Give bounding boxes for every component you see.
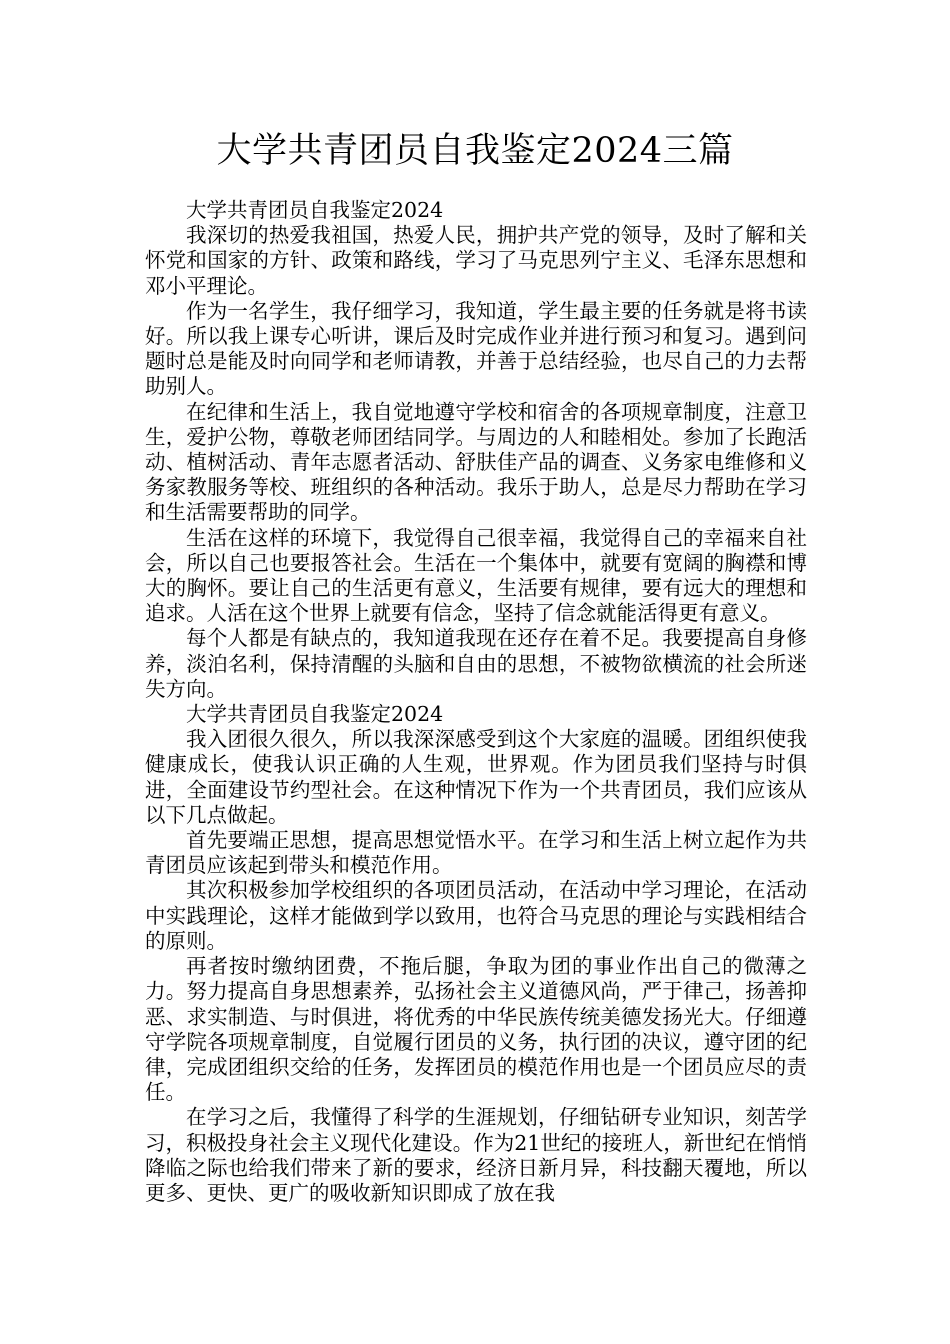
paragraph: 作为一名学生，我仔细学习，我知道，学生最主要的任务就是将书读好。所以我上课专心听讲，课后及时完成作业并进行预习和复习。遇到问题时总是能及时向同学和老师请教，并善于总结经验，也尽自己的力去帮助别人。 [145,298,807,399]
paragraph: 首先要端正思想，提高思想觉悟水平。在学习和生活上树立起作为共青团员应该起到带头和模范作用。 [145,828,807,878]
section-heading-2: 大学共青团员自我鉴定2024 [186,702,444,727]
paragraph: 在纪律和生活上，我自觉地遵守学校和宿舍的各项规章制度，注意卫生，爱护公物，尊敬老师团结同学。与周边的人和睦相处。参加了长跑活动、植树活动、青年志愿者活动、舒肤佳产品的调查、义务家电维修和义务家教服务等校、班组织的各种活动。我乐于助人，总是尽力帮助在学习和生活需要帮助的同学。 [145,399,807,525]
paragraph: 其次积极参加学校组织的各项团员活动，在活动中学习理论，在活动中实践理论，这样才能做到学以致用，也符合马克思的理论与实践相结合的原则。 [145,878,807,953]
paragraph: 生活在这样的环境下，我觉得自己很幸福，我觉得自己的幸福来自社会，所以自己也要报答社会。生活在一个集体中，就要有宽阔的胸襟和博大的胸怀。要让自己的生活更有意义，生活要有规律，要有远大的理想和追求。人活在这个世界上就要有信念，坚持了信念就能活得更有意义。 [145,525,807,626]
paragraph: 每个人都是有缺点的，我知道我现在还存在着不足。我要提高自身修养，淡泊名利，保持清醒的头脑和自由的思想，不被物欲横流的社会所迷失方向。 [145,626,807,701]
paragraph: 我入团很久很久，所以我深深感受到这个大家庭的温暖。团组织使我健康成长，使我认识正确的人生观，世界观。作为团员我们坚持与时俱进，全面建设节约型社会。在这种情况下作为一个共青团员，我们应该从以下几点做起。 [145,727,807,827]
paragraph: 再者按时缴纳团费，不拖后腿，争取为团的事业作出自己的微薄之力。努力提高自身思想素养，弘扬社会主义道德风尚，严于律己，扬善抑恶、求实制造、与时俱进，将优秀的中华民族传统美德发扬光大。仔细遵守学院各项规章制度，自觉履行团员的义务，执行团的决议，遵守团的纪律，完成团组织交给的任务，发挥团员的模范作用也是一个团员应尽的责任。 [145,954,807,1105]
document-title: 大学共青团员自我鉴定2024三篇 [216,131,734,171]
paragraph: 我深切的热爱我祖国，热爱人民，拥护共产党的领导，及时了解和关怀党和国家的方针、政策和路线，学习了马克思列宁主义、毛泽东思想和邓小平理论。 [145,223,807,298]
section-heading-1: 大学共青团员自我鉴定2024 [186,198,444,222]
paragraph: 在学习之后，我懂得了科学的生涯规划，仔细钻研专业知识，刻苦学习，积极投身社会主义现代化建设。作为21世纪的接班人，新世纪在悄悄降临之际也给我们带来了新的要求，经济日新月异，科技翻天覆地，所以更多、更快、更广的吸收新知识即成了放在我 [145,1105,807,1205]
document-body [145,198,807,1206]
